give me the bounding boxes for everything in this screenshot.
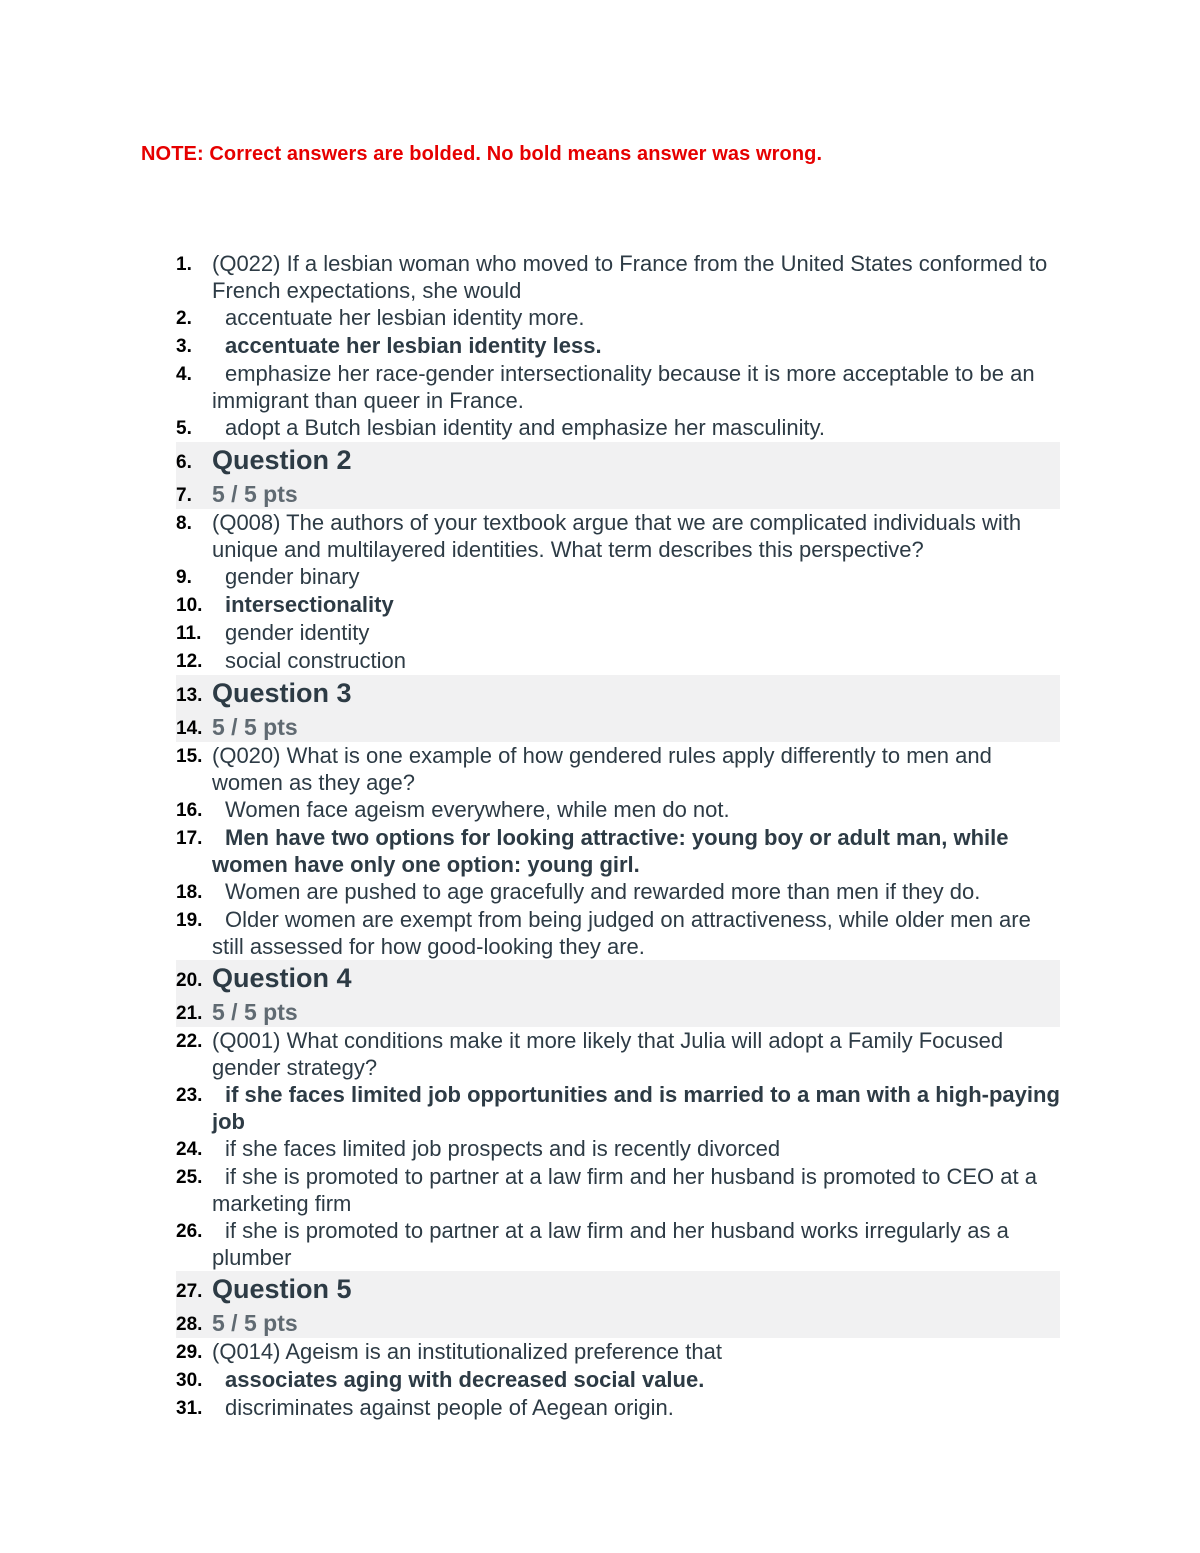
answer-option: social construction bbox=[225, 648, 406, 673]
item-number: 8. bbox=[176, 513, 192, 534]
question-title: Question 2 bbox=[212, 445, 352, 475]
item-number: 28. bbox=[176, 1314, 203, 1335]
list-item bbox=[176, 1217, 1060, 1271]
answer-option: Women are pushed to age gracefully and rewarded more than men if they do. bbox=[225, 879, 981, 904]
question-text: (Q014) Ageism is an institutionalized preference that bbox=[212, 1339, 722, 1364]
item-number: 30. bbox=[176, 1370, 203, 1391]
answer-option: if she is promoted to partner at a law firm and her husband works irregularly as a plumber bbox=[212, 1218, 1009, 1270]
item-number: 7. bbox=[176, 485, 192, 506]
answer-option: Women face ageism everywhere, while men do not. bbox=[225, 797, 730, 822]
item-number: 27. bbox=[176, 1281, 203, 1302]
list-item bbox=[176, 509, 1060, 563]
item-number: 26. bbox=[176, 1221, 203, 1242]
item-number: 10. bbox=[176, 595, 203, 616]
answer-option: gender binary bbox=[225, 564, 360, 589]
answer-option: accentuate her lesbian identity more. bbox=[225, 305, 585, 330]
correct-answer-option: intersectionality bbox=[225, 592, 394, 617]
item-number: 29. bbox=[176, 1342, 203, 1363]
item-number: 24. bbox=[176, 1139, 203, 1160]
item-number: 21. bbox=[176, 1003, 203, 1024]
list-item bbox=[176, 563, 1060, 591]
correct-answer-option: associates aging with decreased social value. bbox=[225, 1367, 705, 1392]
correct-answer-option: accentuate her lesbian identity less. bbox=[225, 333, 602, 358]
question-title: Question 3 bbox=[212, 678, 352, 708]
item-number: 16. bbox=[176, 800, 203, 821]
item-number: 1. bbox=[176, 254, 192, 275]
answer-option: discriminates against people of Aegean origin. bbox=[225, 1395, 674, 1420]
item-number: 20. bbox=[176, 970, 203, 991]
list-item bbox=[176, 1135, 1060, 1163]
item-number: 2. bbox=[176, 308, 192, 329]
answer-option: if she is promoted to partner at a law firm and her husband is promoted to CEO at a marketing firm bbox=[212, 1164, 1037, 1216]
item-number: 3. bbox=[176, 336, 192, 357]
list-item bbox=[176, 796, 1060, 824]
list-item bbox=[176, 824, 1060, 878]
item-number: 6. bbox=[176, 452, 192, 473]
quiz-list bbox=[176, 250, 1060, 1422]
list-item bbox=[176, 647, 1060, 675]
list-item bbox=[176, 360, 1060, 414]
list-item bbox=[176, 742, 1060, 796]
item-number: 17. bbox=[176, 828, 203, 849]
list-item bbox=[176, 1081, 1060, 1135]
score-text: 5 / 5 pts bbox=[212, 1310, 298, 1336]
list-item bbox=[176, 1394, 1060, 1422]
question-score bbox=[176, 481, 1060, 509]
list-item bbox=[176, 619, 1060, 647]
correct-answer-option: if she faces limited job opportunities and is married to a man with a high-paying job bbox=[212, 1082, 1060, 1134]
grading-note: NOTE: Correct answers are bolded. No bold means answer was wrong. bbox=[141, 143, 823, 165]
item-number: 5. bbox=[176, 418, 192, 439]
list-item bbox=[176, 1338, 1060, 1366]
item-number: 31. bbox=[176, 1398, 203, 1419]
item-number: 15. bbox=[176, 746, 203, 767]
item-number: 12. bbox=[176, 651, 203, 672]
list-item bbox=[176, 332, 1060, 360]
question-score bbox=[176, 714, 1060, 742]
item-number: 11. bbox=[176, 623, 202, 644]
answer-option: adopt a Butch lesbian identity and emphasize her masculinity. bbox=[225, 415, 826, 440]
question-text: (Q022) If a lesbian woman who moved to France from the United States conformed to French expectations, she would bbox=[212, 251, 1048, 303]
score-text: 5 / 5 pts bbox=[212, 999, 298, 1025]
item-number: 25. bbox=[176, 1167, 203, 1188]
answer-option: gender identity bbox=[225, 620, 370, 645]
list-item bbox=[176, 1027, 1060, 1081]
list-item bbox=[176, 304, 1060, 332]
item-number: 4. bbox=[176, 364, 192, 385]
question-title: Question 5 bbox=[212, 1274, 352, 1304]
question-text: (Q020) What is one example of how gendered rules apply differently to men and women as they age? bbox=[212, 743, 992, 795]
answer-option: emphasize her race-gender intersectionality because it is more acceptable to be an immigrant than queer in France. bbox=[212, 361, 1035, 413]
question-score bbox=[176, 999, 1060, 1027]
answer-option: Older women are exempt from being judged on attractiveness, while older men are still assessed for how good-looking they are. bbox=[212, 907, 1031, 959]
item-number: 9. bbox=[176, 567, 192, 588]
question-text: (Q008) The authors of your textbook argue that we are complicated individuals with unique and multilayered identities. What term describes this perspective? bbox=[212, 510, 1022, 562]
answer-option: if she faces limited job prospects and is recently divorced bbox=[225, 1136, 781, 1161]
question-text: (Q001) What conditions make it more likely that Julia will adopt a Family Focused gender strategy? bbox=[212, 1028, 1004, 1080]
list-item bbox=[176, 1366, 1060, 1394]
item-number: 14. bbox=[176, 718, 203, 739]
question-header bbox=[176, 442, 1060, 481]
question-header bbox=[176, 1271, 1060, 1310]
question-score bbox=[176, 1310, 1060, 1338]
list-item bbox=[176, 878, 1060, 906]
item-number: 13. bbox=[176, 685, 203, 706]
item-number: 18. bbox=[176, 882, 203, 903]
item-number: 19. bbox=[176, 910, 203, 931]
item-number: 22. bbox=[176, 1031, 203, 1052]
question-header bbox=[176, 675, 1060, 714]
item-number: 23. bbox=[176, 1085, 203, 1106]
list-item bbox=[176, 414, 1060, 442]
score-text: 5 / 5 pts bbox=[212, 481, 298, 507]
score-text: 5 / 5 pts bbox=[212, 714, 298, 740]
list-item bbox=[176, 906, 1060, 960]
list-item bbox=[176, 1163, 1060, 1217]
question-header bbox=[176, 960, 1060, 999]
correct-answer-option: Men have two options for looking attractive: young boy or adult man, while women have only one option: young girl. bbox=[212, 825, 1009, 877]
question-title: Question 4 bbox=[212, 963, 352, 993]
list-item bbox=[176, 591, 1060, 619]
list-item bbox=[176, 250, 1060, 304]
